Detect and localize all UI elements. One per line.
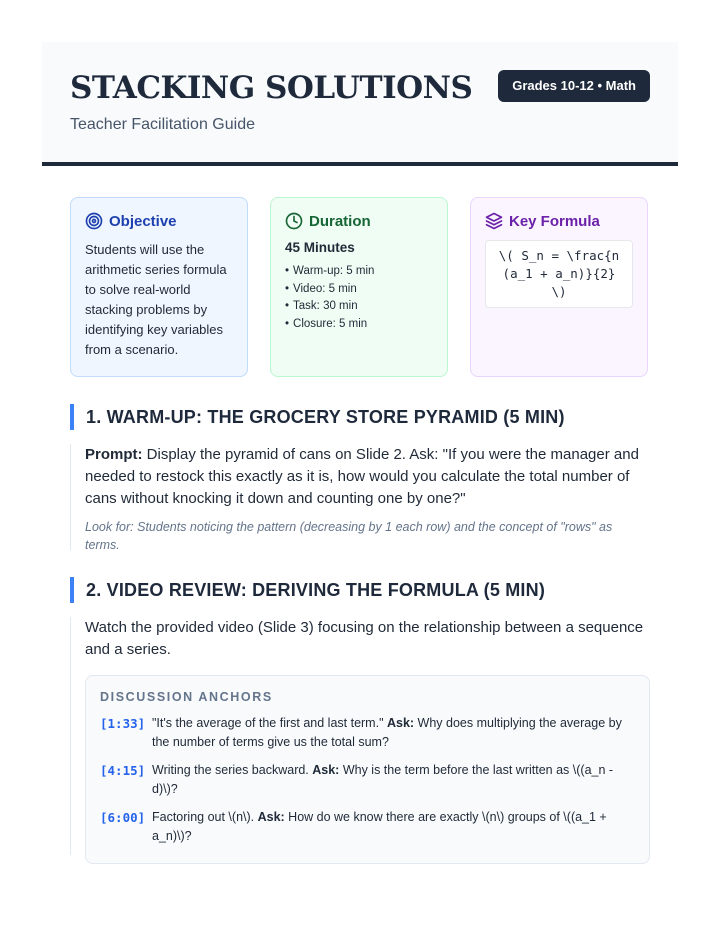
formula-header [485, 212, 633, 230]
duration-card [270, 197, 448, 377]
section-2-intro: Watch the provided video (Slide 3) focusing on the relationship between a sequence and a series. [85, 619, 644, 658]
duration-item-task: • Task: 30 min [285, 298, 433, 316]
discussion-anchors-title: DISCUSSION ANCHORS [100, 690, 273, 704]
prompt-text: Display the pyramid of cans on Slide 2. Ask: "If you were the manager and needed to restock this exactly as it is, how would you calculate the total number of cans without knocking it down and counting one by one?" [85, 446, 639, 507]
anchor-question: Why does multiplying the average by the number of terms give us the total sum? [152, 716, 622, 749]
anchor-text [152, 714, 635, 752]
layers-icon [485, 212, 503, 230]
section-1-prompt [85, 444, 650, 510]
anchor-statement: "It's the average of the first and last term." [152, 716, 387, 730]
grade-badge: Grades 10-12 • Math [498, 70, 650, 102]
formula-title: Key Formula [509, 212, 600, 230]
duration-total: 45 Minutes [285, 240, 355, 255]
page-subtitle: Teacher Facilitation Guide [70, 116, 255, 133]
duration-list [285, 263, 433, 333]
anchor-statement: Writing the series backward. [152, 763, 313, 777]
formula-text: \( S_n = \frac{n(a_1 + a_n)}{2} \) [485, 240, 633, 308]
anchor-ask-label: Ask: [386, 716, 415, 730]
section-1-title: 1. WARM-UP: THE GROCERY STORE PYRAMID (5 MIN) [70, 404, 565, 430]
timestamp-link: [6:00] [100, 810, 146, 825]
timestamp-link: [1:33] [100, 716, 146, 731]
duration-header [285, 212, 433, 230]
anchor-item [100, 808, 635, 846]
objective-header [85, 212, 233, 230]
clock-icon [285, 212, 303, 230]
objective-title: Objective [109, 212, 177, 230]
discussion-anchors [85, 675, 650, 864]
duration-item-closure: • Closure: 5 min [285, 316, 433, 334]
objective-card [70, 197, 248, 377]
objective-text: Students will use the arithmetic series formula to solve real-world stacking problems by identifying key variables from a scenario. [85, 242, 227, 357]
duration-title: Duration [309, 212, 371, 230]
anchor-item [100, 761, 635, 799]
section-2-body [70, 617, 650, 855]
prompt-label: Prompt: [85, 446, 143, 463]
target-icon [85, 212, 103, 230]
formula-card [470, 197, 648, 377]
timestamp-link: [4:15] [100, 763, 146, 778]
section-1-lookfor: Look for: Students noticing the pattern (decreasing by 1 each row) and the concept of "rows" as terms. [85, 520, 613, 552]
page-header [42, 42, 678, 166]
anchor-text [152, 808, 635, 846]
section-1-body [70, 444, 650, 550]
anchor-question: Why is the term before the last written as \((a_n - d)\)? [152, 763, 614, 796]
duration-item-warmup: • Warm-up: 5 min [285, 263, 433, 281]
anchor-statement: Factoring out \(n\). [152, 810, 258, 824]
page-title: STACKING SOLUTIONS [70, 70, 473, 106]
anchor-ask-label: Ask: [257, 810, 285, 824]
section-2-title: 2. VIDEO REVIEW: DERIVING THE FORMULA (5 MIN) [70, 577, 545, 603]
anchor-question: How do we know there are exactly \(n\) groups of \((a_1 + a_n)\)? [152, 810, 607, 843]
duration-item-video: • Video: 5 min [285, 281, 433, 299]
anchor-item [100, 714, 635, 752]
anchor-ask-label: Ask: [312, 763, 340, 777]
anchor-text [152, 761, 635, 799]
